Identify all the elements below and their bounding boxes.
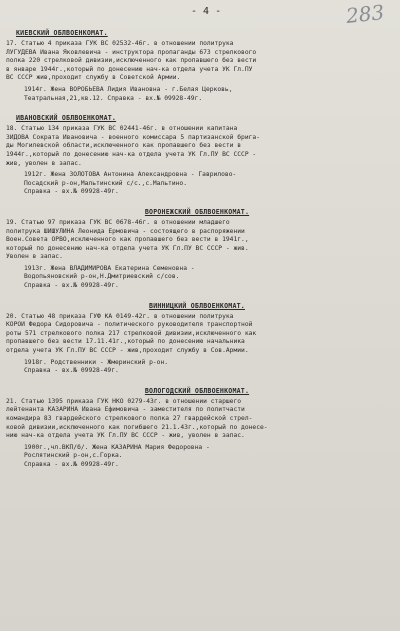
section-heading: КИЕВСКИЙ ОБЛВОЕНКОМАТ. <box>16 29 108 37</box>
order-paragraph <box>6 313 388 356</box>
order-paragraph <box>6 40 388 83</box>
paragraph-line: 21. Статью 1395 приказа ГУК НКО 0279-43г. в отношении старшего <box>6 397 242 405</box>
paragraph-line: нию нач-ка отдела учета УК Гл.ПУ ВС СССР - жив, уволен в запас. <box>6 432 245 440</box>
paragraph-line: полка 220 стрелковой дивизии,исключенного как пропавшего без вести <box>6 57 257 65</box>
relative-details <box>24 265 388 291</box>
detail-line: Водопьяновский р-он,Н.Дмитриевский с/сов. <box>24 273 180 281</box>
paragraph-line: в январе 1944г.,который по донесению нач-ка отдела учета УК Гл.ПУ <box>6 65 253 73</box>
order-paragraph <box>6 219 388 262</box>
paragraph-line: 1944г.,который по донесению нач-ка отдела учета УК Гл.ПУ ВС СССР - <box>6 150 257 158</box>
section-heading-wrap <box>6 199 388 219</box>
paragraph-line: Воен.Совета ОРВО,исключенного как пропавшего без вести в 1941г., <box>6 236 249 244</box>
order-section <box>6 199 388 291</box>
section-heading: ВОРОНЕЖСКИЙ ОБЛВОЕНКОМАТ. <box>144 207 250 216</box>
paragraph-line: политрука ШИШУЛИНА Леонида Ермовича - состоящего в распоряжении <box>6 227 245 235</box>
page-header <box>6 0 388 28</box>
paragraph-line: роты 571 стрелкового полка 217 стрелковой дивизии,исключенного как <box>6 329 257 337</box>
document-body <box>6 20 388 470</box>
relative-details <box>24 359 388 376</box>
paragraph-line: 19. Статью 97 приказа ГУК ВС 0678-46г. в отношении младшего <box>6 218 230 226</box>
detail-line: Посадский р-он,Мальтинский с/с.,с.Мальтино. <box>24 179 188 187</box>
paragraph-line: отдела учета УК Гл.ПУ ВС СССР - жив,проходит службу в Сов.Армии. <box>6 347 249 355</box>
paragraph-line: КОРОЙ Федора Сидоровича - политического руководителя транспортной <box>6 321 253 329</box>
paragraph-line: ды Могилевской области,исключенного как пропавшего без вести в <box>6 142 242 150</box>
paragraph-line: пропавшего без вести 17.11.41г.,который по донесению начальника <box>6 338 245 346</box>
paragraph-line: 18. Статью 134 приказа ГУК ВС 02441-46г. в отношении капитана <box>6 125 238 133</box>
paragraph-line: Уволен в запас. <box>6 253 63 261</box>
detail-line: Рослятинский р-он,с.Горка. <box>24 452 123 460</box>
order-section <box>6 378 388 470</box>
order-section <box>6 105 388 197</box>
section-heading: ВИННИЦКИЙ ОБЛВОЕНКОМАТ. <box>149 301 245 310</box>
detail-line: 1900г.,чл.ВКП/б/. Жена КАЗАРИНА Мария Федоровна - <box>24 443 210 451</box>
order-section <box>6 293 388 376</box>
paragraph-line: ЗИДОВА Сократа Ивановича - военного комиссара 5 партизанской брига- <box>6 133 261 141</box>
paragraph-line: ковой дивизии,исключенного как погибшего 21.1.43г.,который по донесе- <box>6 423 268 431</box>
paragraph-line: 20. Статью 48 приказа ГУФ КА 0149-42г. в отношении политрука <box>6 312 234 320</box>
paragraph-line: 17. Статью 4 приказа ГУК ВС 02532-46г. в отношении политрука <box>6 40 234 47</box>
paragraph-line: который по донесению нач-ка отдела учета УК Гл.ПУ ВС СССР - жив. <box>6 244 249 252</box>
detail-line: 1918г. Родственники - Жмеринский р-он. <box>24 358 169 366</box>
detail-line: 1912г. Жена ЗОЛОТОВА Антонина Александровна - Гаврилово- <box>24 171 237 179</box>
paragraph-line: жив, уволен в запас. <box>6 159 82 167</box>
page-number: - 4 - <box>191 6 222 17</box>
section-heading-wrap <box>6 378 388 398</box>
detail-line: Справка - вх.№ 09928-49г. <box>24 460 119 468</box>
archive-folio-number: 283 <box>344 0 386 28</box>
relative-details <box>24 171 388 197</box>
paragraph-line: лейтенанта КАЗАРИНА Ивана Ефимовича - заместителя по политчасти <box>6 406 245 414</box>
section-heading: ВОЛОГОДСКИЙ ОБЛВОЕНКОМАТ. <box>144 386 250 395</box>
section-heading: ИВАНОВСКИЙ ОБЛВОЕНКОМАТ. <box>16 114 117 123</box>
detail-line: 1913г. Жена ВЛАДИМИРОВА Екатерина Семеновна - <box>24 264 195 272</box>
order-section <box>6 20 388 103</box>
detail-line: Театральная,21,кв.12. Справка - вх.№ 09928-49г. <box>24 94 203 102</box>
paragraph-line: ВС СССР жив,проходит службу в Советской Армии. <box>6 74 181 82</box>
section-heading-wrap <box>16 105 388 125</box>
order-paragraph <box>6 398 388 441</box>
section-heading-wrap <box>16 20 388 40</box>
section-heading-wrap <box>6 293 388 313</box>
relative-details <box>24 86 388 103</box>
order-paragraph <box>6 125 388 168</box>
relative-details <box>24 444 388 470</box>
detail-line: Справка - вх.№ 09928-49г. <box>24 282 119 290</box>
detail-line: 1914г. Жена ВОРОБЬЕВА Лидия Ивановна - г.Белая Церковь, <box>24 85 233 93</box>
paragraph-line: командира 83 гвардейского стрелкового полка 27 гвардейской стрел- <box>6 415 253 422</box>
detail-line: Справка - вх.№ 09928-49г. <box>24 367 119 375</box>
paragraph-line: ЛУГУДЕВА Ивана Яковлевича - инструктора пропаганды 673 стрелкового <box>6 48 257 56</box>
detail-line: Справка - вх.№ 09928-49г. <box>24 188 119 196</box>
